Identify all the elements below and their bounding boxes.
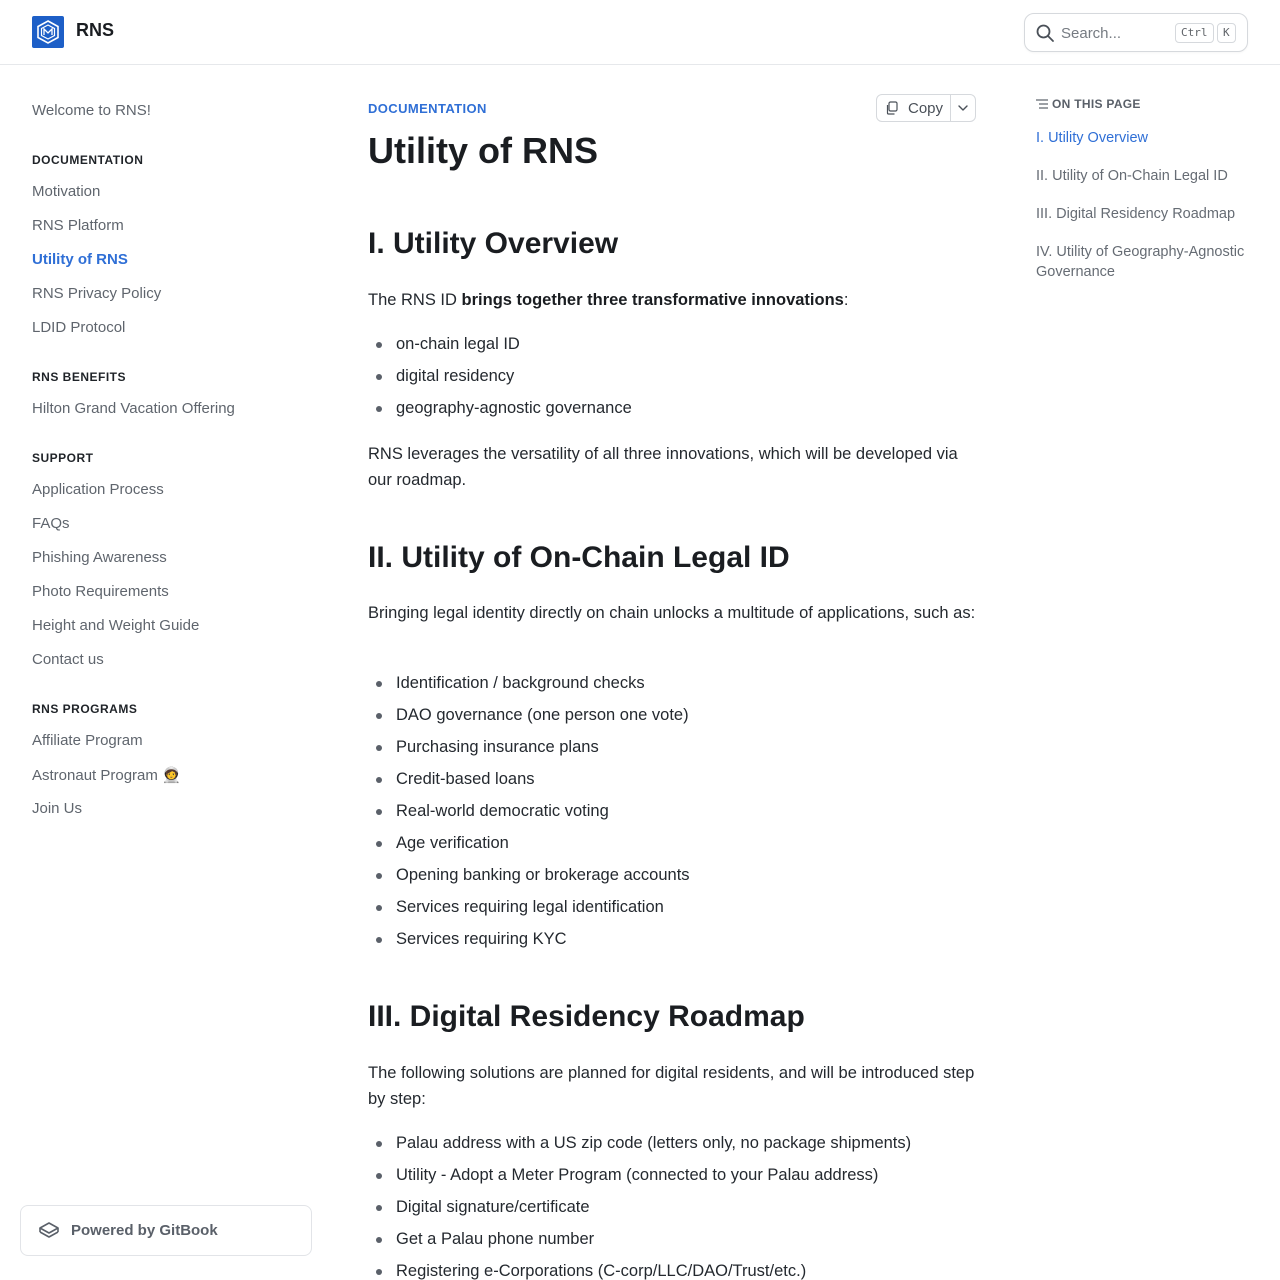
bullet-dot — [376, 809, 382, 815]
sidebar-heading-documentation: DOCUMENTATION — [32, 153, 144, 167]
powered-by-gitbook-button[interactable] — [20, 1205, 312, 1256]
heading-on-chain-legal-id: II. Utility of On-Chain Legal ID — [368, 541, 790, 574]
bullet-dot — [376, 1269, 382, 1275]
breadcrumb[interactable]: DOCUMENTATION — [368, 101, 487, 116]
bullet-dot — [376, 1173, 382, 1179]
overview-intro — [368, 287, 976, 313]
bullet-dot — [376, 777, 382, 783]
list-item: Palau address with a US zip code (letters only, no package shipments) — [396, 1134, 912, 1152]
copy-page-button[interactable] — [876, 94, 976, 122]
sidebar-item-photo-requirements[interactable]: Photo Requirements — [32, 583, 169, 600]
overview-intro-suffix: : — [843, 291, 849, 309]
shortcut-key-k: K — [1217, 23, 1236, 43]
bullet-dot — [376, 1141, 382, 1147]
list-item: on-chain legal ID — [396, 335, 520, 353]
heading-digital-residency-roadmap: III. Digital Residency Roadmap — [368, 1000, 805, 1033]
bullet-dot — [376, 374, 382, 380]
list-item: Purchasing insurance plans — [396, 738, 599, 756]
list-item: Services requiring KYC — [396, 930, 567, 948]
list-item: Utility - Adopt a Meter Program (connected to your Palau address) — [396, 1166, 879, 1184]
toc-item-digital-residency[interactable]: III. Digital Residency Roadmap — [1036, 206, 1236, 222]
bullet-dot — [376, 745, 382, 751]
list-item: Services requiring legal identification — [396, 898, 664, 916]
bullet-dot — [376, 1237, 382, 1243]
sidebar-item-affiliate-program[interactable]: Affiliate Program — [32, 732, 143, 749]
list-item: Registering e-Corporations (C-corp/LLC/DAO/Trust/etc.) — [396, 1262, 807, 1280]
sidebar-item-motivation[interactable]: Motivation — [32, 183, 101, 200]
sidebar-item-phishing-awareness[interactable]: Phishing Awareness — [32, 549, 167, 566]
copy-label: Copy — [908, 100, 944, 117]
copy-divider — [950, 95, 951, 121]
sidebar-heading-rns-programs: RNS PROGRAMS — [32, 702, 138, 716]
bullet-dot — [376, 713, 382, 719]
list-item: Credit-based loans — [396, 770, 535, 788]
list-item: Opening banking or brokerage accounts — [396, 866, 690, 884]
overview-intro-bold: brings together three transformative innovations — [461, 291, 844, 309]
page-title: Utility of RNS — [368, 130, 598, 171]
search-placeholder: Search... — [1061, 25, 1122, 42]
powered-by-label: Powered by GitBook — [71, 1222, 218, 1239]
toc-heading-label: ON THIS PAGE — [1052, 97, 1141, 111]
bullet-dot — [376, 873, 382, 879]
residency-intro: The following solutions are planned for digital residents, and will be introduced step by step: — [368, 1064, 975, 1108]
bullet-dot — [376, 937, 382, 943]
copy-icon — [885, 101, 899, 115]
sidebar — [0, 65, 320, 1280]
list-item: Identification / background checks — [396, 674, 645, 692]
bullet-dot — [376, 681, 382, 687]
top-header — [0, 0, 1280, 65]
list-item: Age verification — [396, 834, 509, 852]
bullet-dot — [376, 406, 382, 412]
search-box[interactable] — [1024, 13, 1248, 52]
rns-logo-icon[interactable] — [32, 16, 64, 48]
toc-item-on-chain-legal-id[interactable]: II. Utility of On-Chain Legal ID — [1036, 168, 1228, 184]
bullet-dot — [376, 905, 382, 911]
sidebar-heading-rns-benefits: RNS BENEFITS — [32, 370, 127, 384]
list-item: Get a Palau phone number — [396, 1230, 595, 1248]
sidebar-item-astronaut-program[interactable]: Astronaut Program 🧑‍🚀 — [32, 767, 181, 784]
bullet-dot — [376, 342, 382, 348]
sidebar-item-hilton-offering[interactable]: Hilton Grand Vacation Offering — [32, 400, 235, 417]
site-title[interactable]: RNS — [76, 20, 115, 40]
bullet-dot — [376, 1205, 382, 1211]
list-item: Digital signature/certificate — [396, 1198, 590, 1216]
list-item: Real-world democratic voting — [396, 802, 609, 820]
sidebar-item-privacy-policy[interactable]: RNS Privacy Policy — [32, 285, 162, 302]
toc-item-utility-overview[interactable]: I. Utility Overview — [1036, 130, 1148, 146]
bullet-dot — [376, 841, 382, 847]
overview-intro-prefix: The RNS ID — [368, 291, 462, 309]
sidebar-item-rns-platform[interactable]: RNS Platform — [32, 217, 124, 234]
legal-id-intro: Bringing legal identity directly on chain unlocks a multitude of applications, such as: — [368, 604, 976, 622]
sidebar-item-join-us[interactable]: Join Us — [32, 800, 83, 817]
shortcut-key-ctrl: Ctrl — [1175, 23, 1214, 43]
list-item: DAO governance (one person one vote) — [396, 706, 689, 724]
sidebar-item-ldid-protocol[interactable]: LDID Protocol — [32, 319, 126, 336]
gitbook-icon — [37, 1219, 61, 1243]
sidebar-item-height-weight-guide[interactable]: Height and Weight Guide — [32, 617, 200, 634]
sidebar-item-faqs[interactable]: FAQs — [32, 515, 70, 532]
sidebar-item-welcome[interactable]: Welcome to RNS! — [32, 102, 151, 119]
overview-outro: RNS leverages the versatility of all three innovations, which will be developed via our roadmap. — [368, 445, 958, 489]
list-item: geography-agnostic governance — [396, 399, 632, 417]
toc-heading — [1036, 97, 1141, 111]
sidebar-heading-support: SUPPORT — [32, 451, 94, 465]
chevron-down-icon[interactable] — [957, 102, 969, 114]
search-icon — [1035, 23, 1055, 43]
heading-utility-overview: I. Utility Overview — [368, 227, 619, 260]
list-icon — [1036, 99, 1048, 109]
toc-item-geography-agnostic[interactable]: IV. Utility of Geography-Agnostic Governance — [1036, 244, 1245, 280]
sidebar-item-contact-us[interactable]: Contact us — [32, 651, 104, 668]
sidebar-item-application-process[interactable]: Application Process — [32, 481, 164, 498]
list-item: digital residency — [396, 367, 515, 385]
sidebar-item-utility-of-rns[interactable]: Utility of RNS — [32, 251, 128, 268]
